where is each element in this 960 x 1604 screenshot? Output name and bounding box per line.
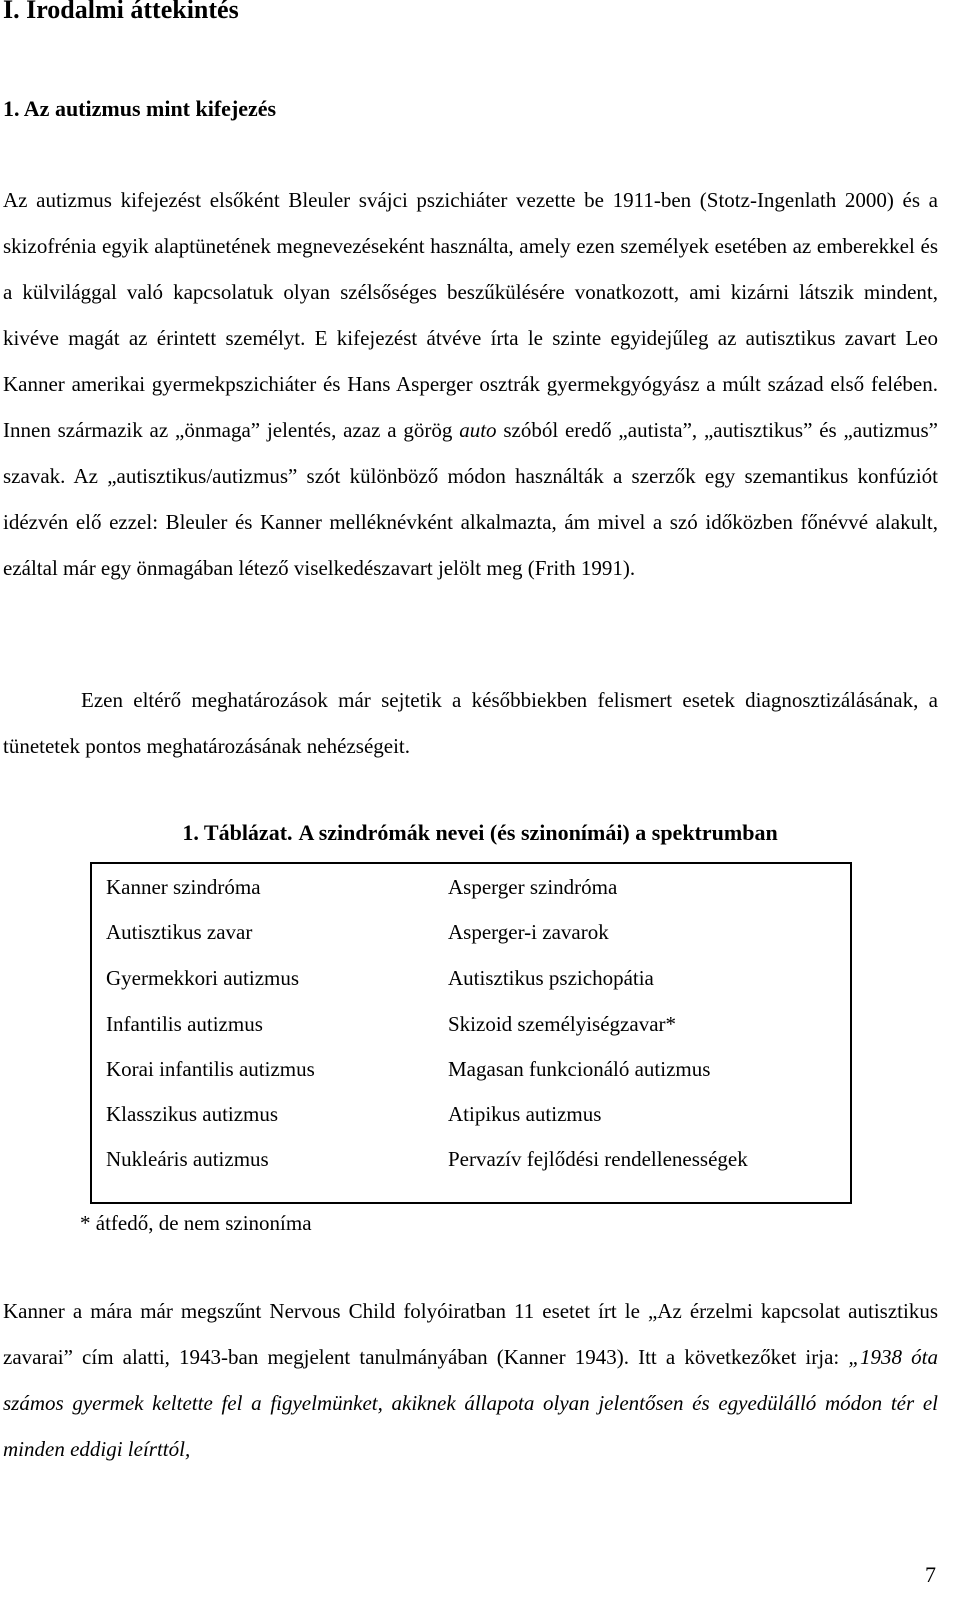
- syndrome-table: [90, 862, 852, 1204]
- table-cell-left: Klasszikus autizmus: [106, 1102, 279, 1126]
- table-footnote: * átfedő, de nem szinoníma: [80, 1211, 312, 1235]
- table-row: [92, 1094, 850, 1134]
- paragraph-intro-text-1: Az autizmus kifejezést elsőként Bleuler svájci pszichiáter vezette be 1911-ben (Stotz-Ingenlath 2000) és a skizofrénia egyik alaptünetének megnevezéseként használta, amely ezen személyek esetében az emberekkel és a külvilággal való kapcsolatuk olyan szélsőséges beszűkülésére vonatkozott, ami kizárni látszik mindent, kivéve magát az érintett személyt. E kifejezést átvéve írta le szinte egyidejűleg az autisztikus zavart Leo Kanner amerikai gyermekpszichiáter és Hans Asperger osztrák gyermekgyógyász a múlt század első felében. Innen származik az „önmaga” jelentés, azaz a görög: [3, 188, 938, 442]
- table-cell-right: Asperger-i zavarok: [448, 920, 609, 944]
- table-cell-left: Nukleáris autizmus: [106, 1147, 269, 1171]
- table-row: [92, 1004, 850, 1044]
- page-number: 7: [925, 1562, 936, 1587]
- table-cell-right: Pervazív fejlődési rendellenességek: [448, 1147, 748, 1171]
- table-row: [92, 958, 850, 998]
- paragraph-kanner: [3, 1288, 938, 1472]
- chapter-heading: I. Irodalmi áttekintés: [3, 0, 239, 24]
- paragraph-intro: [3, 177, 938, 591]
- paragraph-intro-text-2: szóból eredő „autista”, „autisztikus” és „autizmus” szavak. Az „autisztikus/autizmus” szót különböző módon használták a szerzők egy szemantikus konfúziót idézvén elő ezzel: Bleuler és Kanner melléknévként alkalmazta, ám mivel a szó időközben főnévvé alakult, ezáltal már egy önmagában létező viselkedészavart jelölt meg (Frith 1991).: [3, 418, 938, 580]
- table-caption: [0, 818, 960, 848]
- table-row: [92, 867, 850, 907]
- paragraph-kanner-quote: „1938 óta számos gyermek keltette fel a figyelmünket, akiknek állapota olyan jelentősen és egyedülálló módon tér el minden eddigi leírttól,: [3, 1345, 938, 1461]
- table-row: [92, 912, 850, 952]
- table-row: [92, 1049, 850, 1089]
- table-cell-left: Autisztikus zavar: [106, 920, 253, 944]
- paragraph-kanner-text: Kanner a mára már megszűnt Nervous Child folyóiratban 11 esetet írt le „Az érzelmi kapcsolat autisztikus zavarai” cím alatti, 1943-ban megjelent tanulmányában (Kanner 1943). Itt a következőket irja:: [3, 1299, 938, 1369]
- section-heading: 1. Az autizmus mint kifejezés: [3, 96, 277, 121]
- table-cell-right: Magasan funkcionáló autizmus: [448, 1057, 711, 1081]
- table-cell-right: Autisztikus pszichopátia: [448, 966, 654, 990]
- table-cell-right: Atipikus autizmus: [448, 1102, 602, 1126]
- table-cell-left: Korai infantilis autizmus: [106, 1057, 315, 1081]
- table-cell-left: Infantilis autizmus: [106, 1012, 263, 1036]
- table-cell-right: Skizoid személyiségzavar*: [448, 1012, 677, 1036]
- table-cell-left: Kanner szindróma: [106, 875, 261, 899]
- table-row: [92, 1139, 850, 1179]
- table-cell-left: Gyermekkori autizmus: [106, 966, 300, 990]
- paragraph-definitions: Ezen eltérő meghatározások már sejtetik a későbbiekben felismert esetek diagnosztizálásának, a tünetetek pontos meghatározásának nehézségeit.: [3, 688, 938, 758]
- table-caption-title: A szindrómák nevei (és szinonímái) a spektrumban: [298, 820, 778, 845]
- table-caption-number: 1. Táblázat.: [182, 820, 293, 845]
- paragraph-intro-italic: auto: [459, 418, 497, 442]
- table-cell-right: Asperger szindróma: [448, 875, 618, 899]
